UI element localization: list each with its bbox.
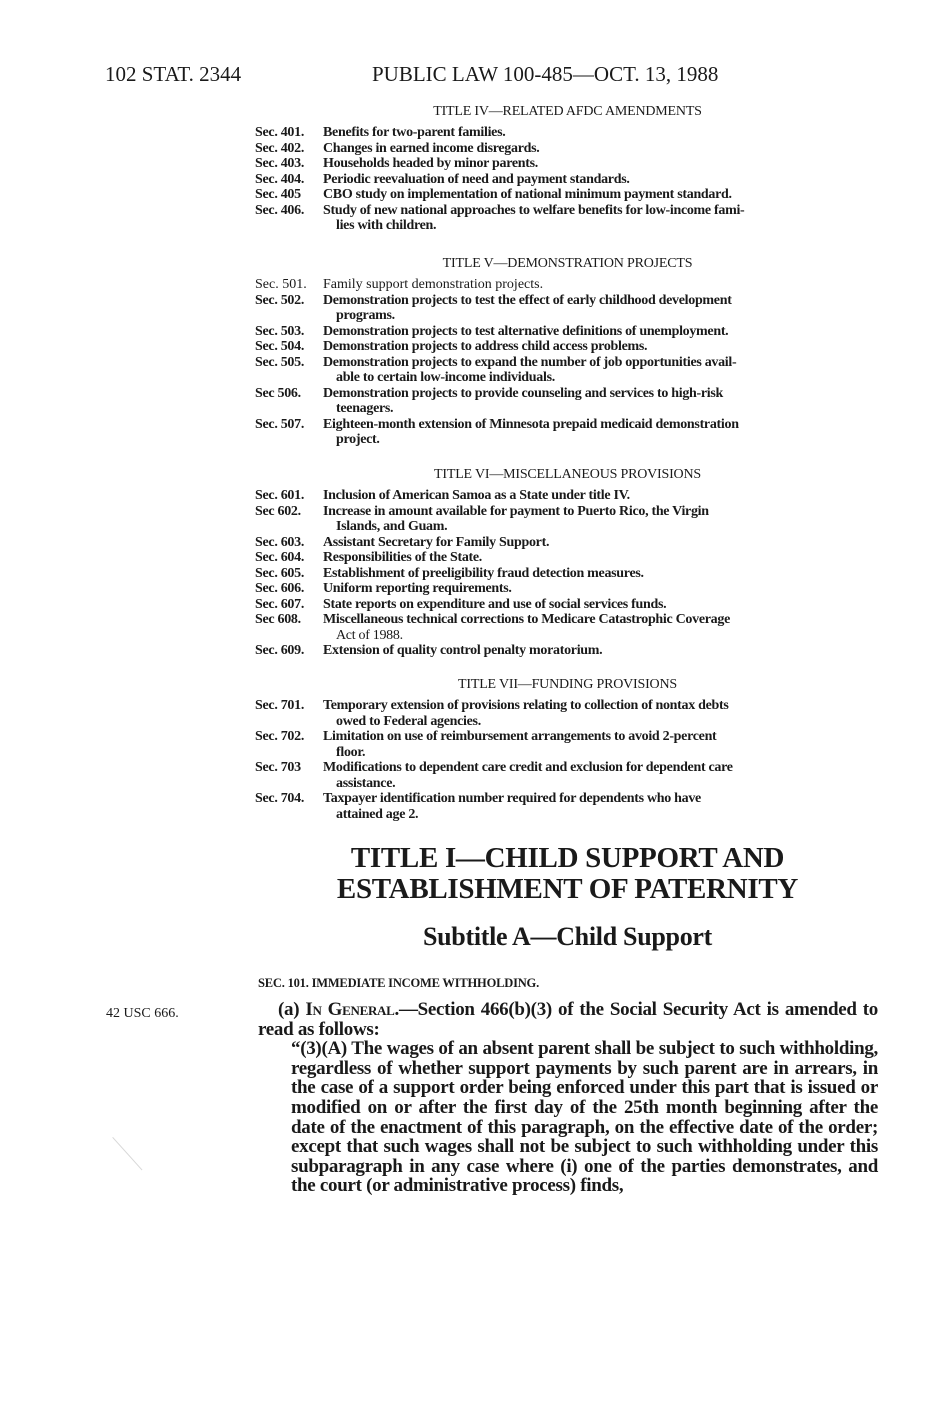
toc-item: Sec 608. Miscellaneous technical corrections to Medicare Catastrophic Coverage Act of 1988.	[255, 612, 730, 643]
toc-item: Sec. 405 CBO study on implementation of national minimum payment standard.	[255, 187, 732, 202]
toc-item: Sec. 404. Periodic reevaluation of need and payment standards.	[255, 171, 630, 187]
toc-item: Sec. 703 Modifications to dependent care credit and exclusion for dependent care assistance.	[255, 760, 733, 791]
toc-item: Sec. 603. Assistant Secretary for Family Support.	[255, 534, 550, 550]
toc-item: Sec. 406. Study of new national approaches to welfare benefits for low-income fami- lies with children.	[255, 202, 745, 233]
toc-item: Sec. 604. Responsibilities of the State.	[255, 550, 483, 565]
toc-title-heading: TITLE IV—RELATED AFDC AMENDMENTS	[433, 104, 702, 119]
toc-item: Sec. 403. Households headed by minor parents.	[255, 156, 538, 171]
toc-title-v	[255, 256, 880, 448]
toc-title-vii	[255, 677, 880, 822]
toc-title-heading: TITLE V—DEMONSTRATION PROJECTS	[442, 256, 693, 271]
toc-item: Sec. 704. Taxpayer identification number required for dependents who have attained age 2.	[255, 791, 701, 822]
toc-title-vi	[255, 467, 880, 659]
toc-item: Sec 506. Demonstration projects to provide counseling and services to high-risk teenagers.	[255, 385, 724, 416]
toc-item: Sec. 402. Changes in earned income disregards.	[255, 140, 540, 156]
toc-item: Sec. 401. Benefits for two-parent families.	[255, 125, 506, 140]
section-101-body	[258, 1000, 878, 1196]
toc-item: Sec. 701. Temporary extension of provisions relating to collection of nontax debts owed to Federal agencies.	[255, 698, 729, 729]
toc-title-iv	[255, 104, 880, 234]
toc-item: Sec. 503. Demonstration projects to test alternative definitions of unemployment.	[255, 323, 729, 339]
toc-item: Sec. 606. Uniform reporting requirements.	[255, 581, 512, 596]
toc-item: Sec. 502. Demonstration projects to test the effect of early childhood development programs.	[255, 292, 732, 323]
paragraph-a: (a) In General.—Section 466(b)(3) of the Social Security Act is amended to read as follows:	[258, 999, 878, 1040]
public-law-citation: PUBLIC LAW 100-485—OCT. 13, 1988	[372, 62, 719, 86]
section-101-heading: SEC. 101. IMMEDIATE INCOME WITHHOLDING.	[258, 976, 540, 990]
toc-item: Sec. 504. Demonstration projects to address child access problems.	[255, 339, 648, 354]
quoted-amendment: “(3)(A) The wages of an absent parent shall be subject to such withholding, regardless of whether support payments by such parent are in arrears, in the case of a support order being enforced under this part that is issued or modified on or after the first day of the 25th month beginning after the date of the enactment of this paragraph, on the effective date of the order; except that such wages shall not be subject to such withholding under this subparagraph in any case where (i) one of the parties demonstrates, and the court (or administrative process) finds,	[291, 1038, 878, 1197]
toc-item: Sec. 609. Extension of quality control penalty moratorium.	[255, 643, 603, 658]
paragraph-caption: In General.	[305, 999, 399, 1020]
toc-title-heading: TITLE VII—FUNDING PROVISIONS	[458, 677, 677, 692]
subtitle-a-heading: Subtitle A—Child Support	[422, 922, 712, 951]
toc-item: Sec. 702. Limitation on use of reimbursement arrangements to avoid 2-percent floor.	[255, 729, 717, 760]
toc-item: Sec. 501. Family support demonstration projects.	[255, 277, 544, 292]
toc-item: Sec. 607. State reports on expenditure and use of social services funds.	[255, 596, 667, 612]
toc-item: Sec. 601. Inclusion of American Samoa as a State under title IV.	[255, 488, 630, 503]
toc-title-heading: TITLE VI—MISCELLANEOUS PROVISIONS	[434, 467, 701, 482]
stat-page-number: 102 STAT. 2344	[105, 62, 242, 86]
scan-artifact-line	[112, 1137, 142, 1170]
toc-item: Sec. 505. Demonstration projects to expand the number of job opportunities avail- able to certain low-income individuals.	[255, 354, 737, 385]
margin-citation: 42 USC 666.	[106, 1006, 179, 1021]
toc-item: Sec. 507. Eighteen-month extension of Minnesota prepaid medicaid demonstration project.	[255, 416, 739, 447]
title-i-heading: TITLE I—CHILD SUPPORT AND ESTABLISHMENT OF PATERNITY	[336, 842, 799, 905]
toc-item: Sec. 605. Establishment of preeligibility fraud detection measures.	[255, 565, 644, 581]
toc-item: Sec 602. Increase in amount available for payment to Puerto Rico, the Virgin Islands, and Guam.	[255, 503, 709, 534]
